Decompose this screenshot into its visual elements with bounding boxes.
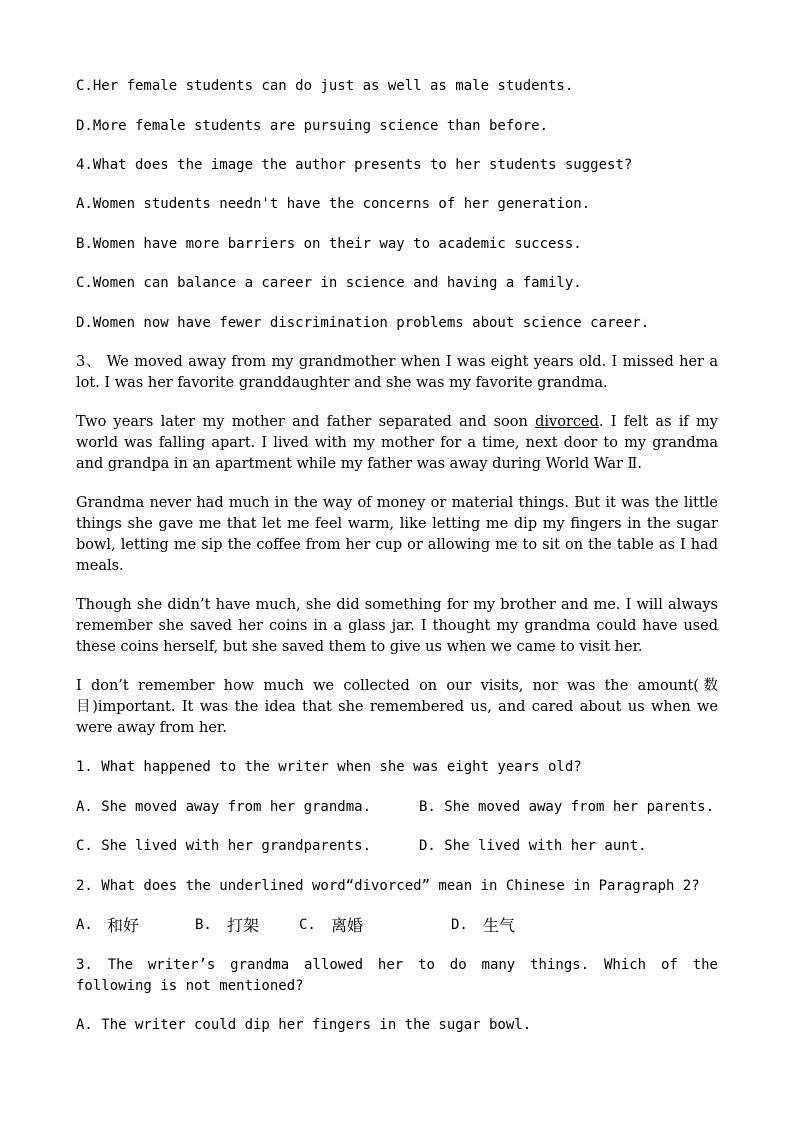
question-3-option-a: A. The writer could dip her fingers in the sugar bowl. bbox=[76, 1017, 532, 1033]
question-3: 3. The writer’s grandma allowed her to do many things. Which of the following is not mentioned? bbox=[76, 957, 718, 994]
question-4-option-d: D.Women now have fewer discrimination problems about science career. bbox=[76, 315, 650, 331]
question-1: 1. What happened to the writer when she was eight years old? bbox=[76, 759, 582, 775]
passage-paragraph-1: 3、 We moved away from my grandmother when I was eight years old. I missed her a lot. I was her favorite granddaughter and she was my favorite grandma. bbox=[76, 354, 718, 391]
question-4-option-c: C.Women can balance a career in science and having a family. bbox=[76, 275, 582, 291]
question-2-option-a-label: A. bbox=[76, 917, 93, 933]
passage-paragraph-3: Grandma never had much in the way of money or material things. But it was the little things she gave me that let me feel warm, like letting me dip my fingers in the sugar bowl, letting me sip the coffee from her cup or allowing me to sit on the table as I had meals. bbox=[76, 495, 718, 574]
question-2-option-d-text: 生气 bbox=[483, 916, 516, 935]
question-2: 2. What does the underlined word“divorced” mean in Chinese in Paragraph 2? bbox=[76, 878, 700, 894]
question-1-option-d: D. She lived with her aunt. bbox=[419, 838, 647, 854]
question-4-option-a: A.Women students needn't have the concerns of her generation. bbox=[76, 196, 591, 212]
passage-paragraph-2 bbox=[76, 412, 718, 475]
option-d-prev-question: D.More female students are pursuing science than before. bbox=[76, 118, 549, 134]
question-4-option-b: B.Women have more barriers on their way to academic success. bbox=[76, 236, 582, 252]
question-2-option-d-label: D. bbox=[451, 917, 468, 933]
question-1-option-a: A. She moved away from her grandma. bbox=[76, 799, 372, 815]
paragraph-2-text-start: Two years later my mother and father separated and soon bbox=[76, 414, 536, 430]
paragraph-2-text-end: . I felt as if my world was falling apart. I lived with my mother for a time, next door to my grandma and grandpa in an apartment while my father was away during World War Ⅱ. bbox=[76, 414, 718, 472]
question-4: 4.What does the image the author presents to her students suggest? bbox=[76, 157, 633, 173]
question-1-options-row-1 bbox=[76, 797, 718, 818]
underlined-word-divorced: divorced bbox=[535, 414, 599, 430]
passage-paragraph-5: I don’t remember how much we collected on our visits, nor was the amount(数目)important. It was the idea that she remembered us, and cared about us when we were away from her. bbox=[76, 678, 718, 736]
question-2-option-c-text: 离婚 bbox=[331, 916, 364, 935]
question-2-option-a-text: 和好 bbox=[107, 916, 140, 935]
option-c-prev-question: C.Her female students can do just as well as male students. bbox=[76, 78, 574, 94]
question-2-option-c-label: C. bbox=[299, 917, 316, 933]
passage-paragraph-4: Though she didn’t have much, she did something for my brother and me. I will always remember she saved her coins in a glass jar. I thought my grandma could have used these coins herself, but she saved them to give us when we came to visit her. bbox=[76, 597, 718, 655]
question-1-option-b: B. She moved away from her parents. bbox=[419, 799, 715, 815]
question-2-option-b-text: 打架 bbox=[227, 916, 260, 935]
question-1-options-row-2 bbox=[76, 836, 718, 857]
question-2-options bbox=[76, 915, 718, 936]
question-1-option-c: C. She lived with her grandparents. bbox=[76, 838, 372, 854]
question-2-option-b-label: B. bbox=[195, 917, 212, 933]
